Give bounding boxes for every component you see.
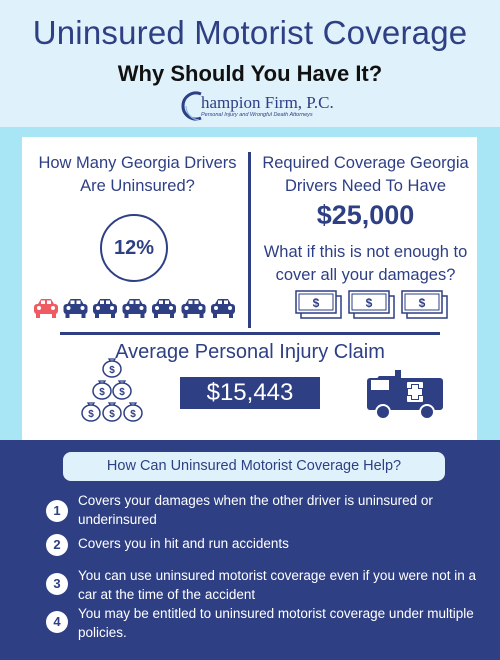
what-if-text: What if this is not enough to cover all your damages? [263,243,468,284]
car-icon [211,299,235,318]
money-bill-icon [402,291,447,318]
money-bag-icon [82,403,100,421]
car-icon [64,299,88,318]
car-icon [93,299,117,318]
svg-text:$: $ [99,387,105,398]
help-item: You may be entitled to uninsured motorist coverage under multiple policies. [78,606,474,640]
car-icon [182,299,206,318]
help-item: You can use uninsured motorist coverage even if you were not in a car at the time of the accident [78,568,476,602]
money-bill-icon [349,291,394,318]
required-amount: $25,000 [316,200,415,230]
money-bag-icon [113,381,131,399]
claim-title: Average Personal Injury Claim [115,341,385,363]
money-bags [75,355,150,430]
money-bag-icon [124,403,142,421]
car-icon [152,299,176,318]
money-bills [295,290,455,322]
vertical-divider [248,152,251,328]
help-item: Covers your damages when the other driver is uninsured or underinsured [78,493,433,527]
item-number: 1 [46,500,68,522]
required-question: Required Coverage Georgia Drivers Need To Have [262,154,469,195]
svg-text:$: $ [109,409,115,420]
svg-text:$: $ [119,387,125,398]
uninsured-percent: 12% [113,237,155,259]
car-icon [34,299,58,318]
firm-tagline: Personal Injury and Wrongful Death Attorneys [201,112,313,118]
cars-row [33,298,243,324]
svg-text:$: $ [88,409,94,420]
help-item: Covers you in hit and run accidents [78,536,289,551]
page-title: Uninsured Motorist Coverage [32,14,468,51]
money-bag-icon [103,403,121,421]
svg-text:$: $ [109,365,115,376]
uninsured-question: How Many Georgia Drivers Are Uninsured? [38,154,237,195]
svg-text:$: $ [312,296,320,310]
svg-text:$: $ [418,296,426,310]
money-bag-icon [93,381,111,399]
help-title: How Can Uninsured Motorist Coverage Help? [63,452,445,481]
claim-amount: $15,443 [180,377,320,409]
firm-name: hampion Firm, P.C. [201,93,334,112]
money-bag-icon [103,359,121,377]
horizontal-divider [60,332,440,335]
car-icon [123,299,147,318]
item-number: 2 [46,534,68,556]
item-number: 3 [46,573,68,595]
item-number: 4 [46,611,68,633]
svg-text:$: $ [365,296,373,310]
page-subtitle: Why Should You Have It? [117,61,383,86]
money-bill-icon [296,291,341,318]
ambulance-icon [365,368,445,420]
svg-text:$: $ [130,409,136,420]
